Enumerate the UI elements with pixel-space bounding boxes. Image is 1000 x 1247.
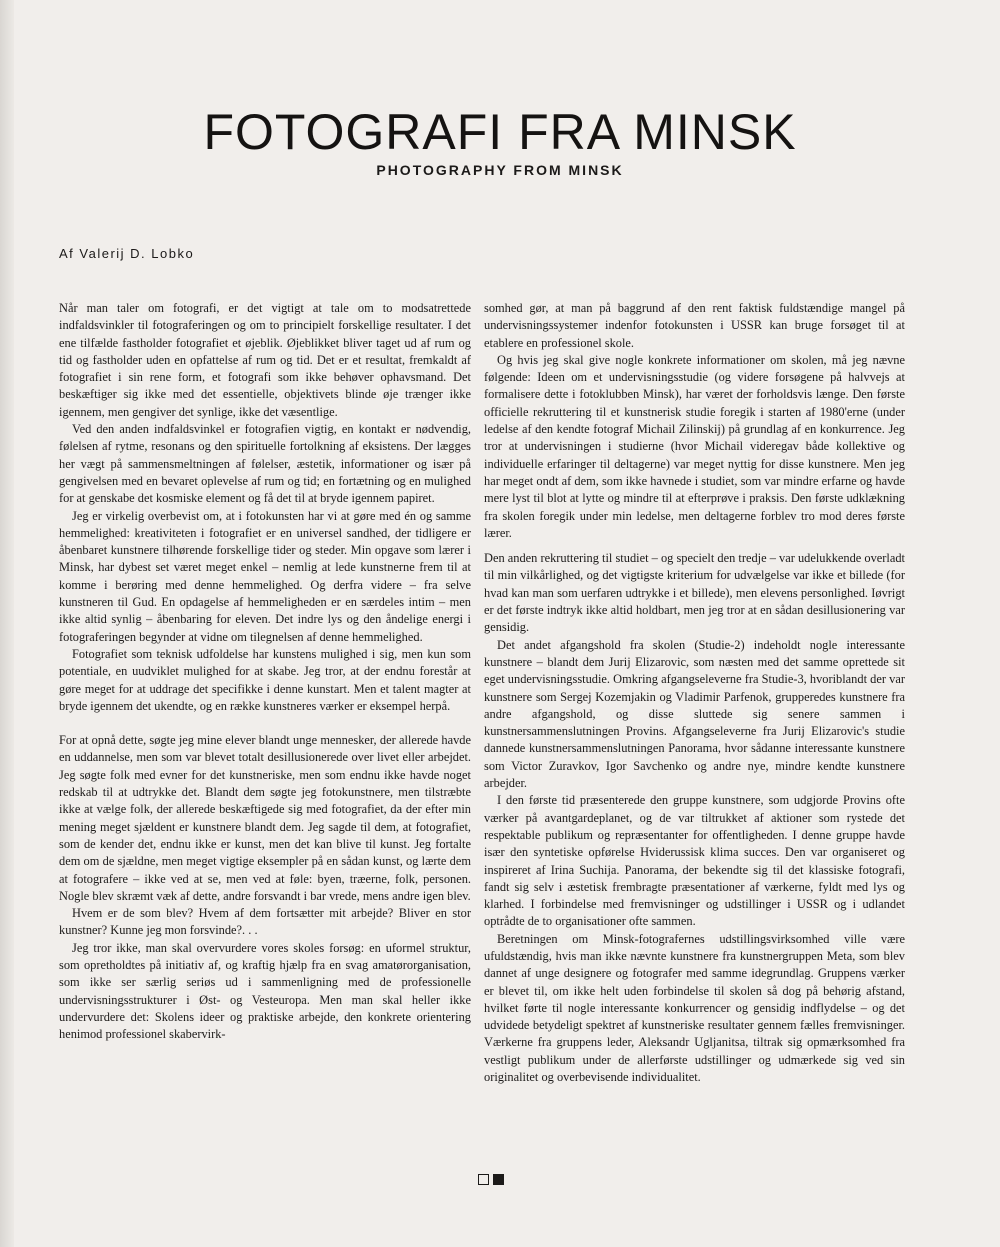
paragraph: somhed gør, at man på baggrund af den rent faktisk fuldstændige mangel på undervisningssystemer indenfor fotokunsten i USSR kan bruge forsøget til at etablere en professionel skole.	[484, 301, 905, 350]
right-column	[484, 300, 905, 1086]
paragraph: Fotografiet som teknisk udfoldelse har kunstens mulighed i sig, men kun som potentiale, en uudviklet mulighed for at skabe. Jeg tror, at der endnu forestår at gøre meget for at uddrage det specifikke i denne kunstart. Men et talent magter at bryde igennem det ukendte, og en række kunstneres værker er eksempel herpå.	[59, 646, 471, 713]
article-subtitle: PHOTOGRAPHY FROM MINSK	[376, 162, 624, 178]
paragraph: For at opnå dette, søgte jeg mine elever blandt unge mennesker, der allerede havde en uddannelse, men som var blevet totalt desillusionerede over livet eller arbejdet. Jeg søgte folk med evner for det kunstneriske, men som endnu ikke havde noget redskab til at udtrykke det. Blandt dem søgte jeg fotokunstnere, men tilstræbte ikke at vælge folk, der allerede beskæftigede sig med fotografiet, da der efter min mening meget sjældent er kunstnere blandt dem. Jeg sagde til dem, at fotografiet, som de kender det, endnu ikke er kunst, men det kan blive til kunst. Jeg fortalte dem om de sjældne, men meget vigtige eksempler på en sådan kunst, og lærte dem at fotografere – ikke ved at se, men ved at føle: byen, træerne, folk, personen. Nogle blev skræmt væk af dette, andre forsvandt i bar vrede, mens andre igen blev.	[59, 733, 471, 903]
paragraph: Ved den anden indfaldsvinkel er fotografien vigtig, en kontakt er nødvendig, følelsen af rytme, resonans og den spirituelle fortolkning af eksistens. Der lægges her vægt på sammensmeltningen af følelser, æstetik, informationer og især på gengivelsen med en bevaret oplevelse af rum og tid; en fortætning og en mulighed for at genskabe det kosmiske element og få det til at bryde igennem papiret.	[59, 422, 471, 506]
paragraph: Jeg tror ikke, man skal overvurdere vores skoles forsøg: en uformel struktur, som opretholdtes på initiativ af, og kraftig hjælp fra en svag amatørorganisation, som ikke ser særlig seriøs ud i sammenligning med de professionelle undervisningsstrukturer i Øst- og Vesteuropa. Men man skal heller ikke undervurdere det: Skolens ideer og praktiske arbejde, den konkrete orientering henimod professionel skabervirk-	[59, 940, 471, 1042]
paragraph: Den anden rekruttering til studiet – og specielt den tredje – var udelukkende overladt til min vilkårlighed, og det vigtigste kriterium for udvælgelse var ikke et billede (for hvad kan man som uerfaren udtrykke i et billede), men elevens personlighed. Iøvrigt er det første indtryk ikke altid holdbart, men jeg tror at en sådan desillusionering var gensidig.	[484, 551, 905, 635]
paragraph: Og hvis jeg skal give nogle konkrete informationer om skolen, må jeg nævne følgende: Ideen om et undervisningsstudie (og videre forsøgene på halvvejs at formalisere dette i fotoklubben Minsk), har været der forholdsvis længe. Den første officielle rekruttering til et kunstnerisk studie foregik i starten af 1980'erne (under ledelse af den kendte fotograf Michail Zilinskij) på grundlag af en konkurrence. Jeg tror at undervisningen i studierne (hvor Michail videregav både kollektive og individuelle erfaringer til deltagerne) var meget nyttig for disse kunstnere. Men jeg har meget ondt af dem, som ikke havnede i studiet, som var mindre erfarne og havde mere lyst til blot at lytte og mindre til at efterprøve i praksis. Den første udklækning fra skolen foregik under min ledelse, men deltagerne forblev tro mod deres første lærer.	[484, 352, 905, 540]
article-title: FOTOGRAFI FRA MINSK	[203, 104, 797, 160]
open-square-icon	[478, 1174, 489, 1185]
left-column	[59, 300, 471, 1043]
paragraph: Hvem er de som blev? Hvem af dem fortsætter mit arbejde? Bliver en stor kunstner? Kunne jeg mon forsvinde?. . .	[59, 906, 471, 938]
page-marker	[478, 1174, 504, 1185]
page-edge	[0, 0, 14, 1247]
paragraph: Jeg er virkelig overbevist om, at i fotokunsten har vi at gøre med én og samme hemmelighed: kreativiteten i fotografiet er en universel sandhed, der tidligere er åbenbaret kunstnere tilhørende forskellige tider og steder. Min opgave som lærer i Minsk, har dybest set været meget enkel – nemlig at lede kunstnerne frem til at komme i berøring med denne hemmelighed. Og derfra videre – fra selve kunstneren til Gud. En opdagelse af hemmeligheden er en særdeles intim – men ikke altid synlig – åbenbaring for eleven. Det indre lys og den åndelige energi i fotograferingen begynder at vidne om tilegnelsen af denne hemmelighed.	[59, 508, 471, 644]
article-byline: Af Valerij D. Lobko	[59, 246, 195, 261]
filled-square-icon	[493, 1174, 504, 1185]
paragraph: Beretningen om Minsk-fotografernes udstillingsvirksomhed ville være ufuldstændig, hvis man ikke nævnte kunstnere fra kunstnergruppen Meta, som blev dannet af unge designere og fotografer med samme idegrundlag. Gruppens værker er blevet til, om ikke helt uden forbindelse til skolen så dog på behørig afstand, hvilket førte til nogle interessante konkurrencer og gensidig indflydelse – og det udvidede betydeligt spektret af kunstneriske resultater gennem fælles fremvisninger. Værkerne fra gruppens leder, Aleksandr Ugljanitsa, tiltrak sig opmærksomhed fra vestligt publikum under de allerførste udstillinger og udmærkede sig ved sin originalitet og overbevisende individualitet.	[484, 931, 905, 1085]
paragraph: Det andet afgangshold fra skolen (Studie-2) indeholdt nogle interessante kunstnere – blandt dem Jurij Elizarovic, som næsten med det samme oprettede sit eget undervisningsstudie. Omkring afgangseleverne fra Studie-3, hvoriblandt der var kunstnere som Sergej Kozemjakin og Vladimir Parfenok, grupperedes kunstnere fra andre afgangshold, og disse sluttede sig senere sammen i kunstnersammenslutningen Provins. Afgangseleverne fra Jurij Elizarovic's studie dannede kunstnersammenslutningen Panorama, hvor sådanne interessante kunstnere som Victor Zuravkov, Igor Savchenko og andre nye, mindre kendte kunstnere arbejder.	[484, 637, 905, 791]
paragraph: Når man taler om fotografi, er det vigtigt at tale om to modsatrettede indfaldsvinkler til fotograferingen og om to principielt forskellige resultater. I det ene tilfælde fastholder fotografiet et øjeblik. Øjeblikket bliver taget ud af rum og tid og fastholder uden en opfattelse af rum og tid. Det er et resultat, fremkaldt af fotografiet i sin rene form, et fotografi som ikke behøver ophavsmand. Det beskæftiger sig ikke med det essentielle, objektivets blinde øje trænger ikke igennem, men gengiver det synlige, ikke det væsentlige.	[59, 301, 471, 419]
paragraph: I den første tid præsenterede den gruppe kunstnere, som udgjorde Provins ofte værker på avantgardeplanet, og de var tiltrukket af aktioner som rystede det respektable publikum og repræsentanter for offentligheden. I denne gruppe havde især den syntetiske opførelse Hviderussisk klima succes. Den var organiseret og inspireret af Irina Suchija. Panorama, der bekendte sig til det klassiske fotografi, fandt sig selv i æstetisk frembragte præsentationer af værkerne, fyldt med lys og klarhed. I forbindelse med fremvisninger og udstillinger i USSR og i udlandet optrådte de to organisationer ofte sammen.	[484, 793, 905, 929]
